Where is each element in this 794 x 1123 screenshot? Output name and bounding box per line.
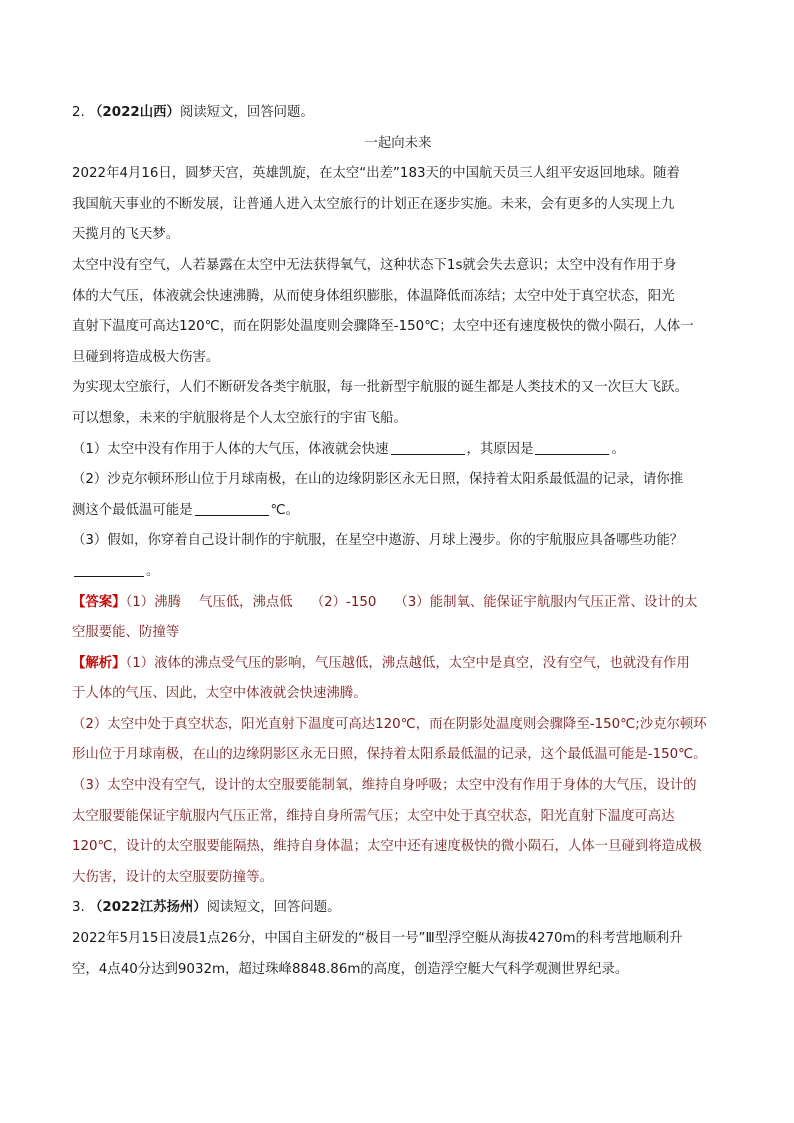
analysis-line-4: 形山位于月球南极，在山的边缘阴影区永无日照，保持着太阳系最低温的记录，这个最低温可能是-150℃。 <box>72 747 707 763</box>
paragraph-2-line-3: 直射下温度可高达120℃，而在阴影处温度则会骤降至-150℃；太空中还有速度极快的微小陨石，人体一 <box>72 319 694 335</box>
analysis-1a: （1）液体的沸点受气压的影响，气压越低，沸点越低，太空中是真空，没有空气，也就没有作用 <box>125 655 690 671</box>
analysis-line-5: （3）太空中没有空气，设计的太空服要能制氧，维持自身呼吸；太空中没有作用于身体的大气压，设计的 <box>72 778 697 794</box>
paragraph-3-line-1: 为实现太空旅行，人们不断研发各类宇航服，每一批新型宇航服的诞生都是人类技术的又一次巨大飞跃。 <box>72 380 688 396</box>
answer-1b: 气压低，沸点低 <box>198 594 293 610</box>
paragraph-2-line-1: 太空中没有空气，人若暴露在太空中无法获得氧气，这种状态下1s就会失去意识；太空中没有作用于身 <box>72 257 677 273</box>
answer-1: （1）沸腾 <box>125 594 181 610</box>
paragraph-1-line-1: 2022年4月16日，圆梦天宫，英雄凯旋，在太空“出差”183天的中国航天员三人组平安返回地球。随着 <box>72 166 680 182</box>
document-page <box>72 98 724 985</box>
analysis-label: 【解析】 <box>72 655 126 671</box>
answer-blank[interactable] <box>195 499 269 516</box>
paragraph-1-line-2: 我国航天事业的不断发展，让普通人进入太空旅行的计划正在逐步实施。未来，会有更多的人实现上九 <box>72 196 675 212</box>
question-instruction: 阅读短文，回答问题。 <box>206 900 341 916</box>
analysis-line-2: 于人体的气压、因此，太空中体液就会快速沸腾。 <box>72 686 367 702</box>
analysis-line-8: 大伤害，设计的太空服要防撞等。 <box>72 869 273 885</box>
article-title: 一起向未来 <box>364 135 432 151</box>
paragraph-2-line-2: 体的大气压，体液就会快速沸腾，从而使身体组织膨胀，体温降低而冻结；太空中处于真空状态，阳光 <box>72 288 675 304</box>
sub-question-3-end: 。 <box>146 563 160 579</box>
answer-3: （3）能制氧、能保证宇航服内气压正常、设计的太 <box>394 594 698 610</box>
question-number: 2. <box>72 105 85 120</box>
question-3-header <box>72 893 724 924</box>
analysis-line-6: 太空服要能保证宇航服内气压正常，维持自身所需气压；太空中处于真空状态，阳光直射下温度可高达 <box>72 808 675 824</box>
sub-question-1-end: 。 <box>611 441 625 457</box>
question-number: 3. <box>72 900 85 916</box>
sub-question-1-text-2: ，其原因是 <box>466 441 534 457</box>
sub-question-1 <box>72 435 724 466</box>
sub-question-2-line-2 <box>72 496 724 527</box>
q3-paragraph-line-2: 空，4点40分达到9032m，超过珠峰8848.86m的高度，创造浮空艇大气科学观测世界纪录。 <box>72 961 629 977</box>
paragraph-2-line-4: 旦碰到将造成极大伤害。 <box>72 349 220 365</box>
analysis-line-3: （2）太空中处于真空状态，阳光直射下温度可高达120℃，而在阴影处温度则会骤降至-150℃;沙克尔顿环 <box>72 716 707 732</box>
paragraph-1-line-3: 天揽月的飞天梦。 <box>72 227 180 243</box>
sub-question-2-text: 测这个最低温可能是 <box>72 502 193 518</box>
answer-line-2: 空服要能、防撞等 <box>72 625 180 641</box>
answer-2: （2）-150 <box>310 594 377 610</box>
sub-question-2-line-1: （2）沙克尔顿环形山位于月球南极，在山的边缘阴影区永无日照，保持着太阳系最低温的记录，请你推 <box>72 472 684 488</box>
paragraph-3-line-2: 可以想象，未来的宇航服将是个人太空旅行的宇宙飞船。 <box>72 410 407 426</box>
answer-blank[interactable] <box>74 560 144 577</box>
question-source: （2022山西） <box>89 105 180 120</box>
sub-question-1-text: （1）太空中没有作用于人体的大气压，体液就会快速 <box>72 441 389 457</box>
question-source: （2022江苏扬州） <box>89 900 207 916</box>
analysis-line-1 <box>72 649 724 680</box>
question-2-header <box>72 98 724 129</box>
answer-line-1 <box>72 588 724 619</box>
sub-question-3-line-1: （3）假如，你穿着自己设计制作的宇航服，在星空中遨游、月球上漫步。你的宇航服应具备哪些功能？ <box>72 533 684 549</box>
q3-paragraph-line-1: 2022年5月15日凌晨1点26分，中国自主研发的“极目一号”Ⅲ型浮空艇从海拔4270m的科考营地顺利升 <box>72 931 683 947</box>
sub-question-2-unit: ℃。 <box>270 502 299 518</box>
question-instruction: 阅读短文，回答问题。 <box>179 105 314 120</box>
answer-blank[interactable] <box>391 438 465 455</box>
sub-question-3-line-2 <box>72 557 724 588</box>
answer-blank[interactable] <box>535 438 609 455</box>
analysis-line-7: 120℃，设计的太空服要能隔热，维持自身体温；太空中还有速度极快的微小陨石，人体一旦碰到将造成极 <box>72 839 702 855</box>
answer-label: 【答案】 <box>72 594 126 610</box>
